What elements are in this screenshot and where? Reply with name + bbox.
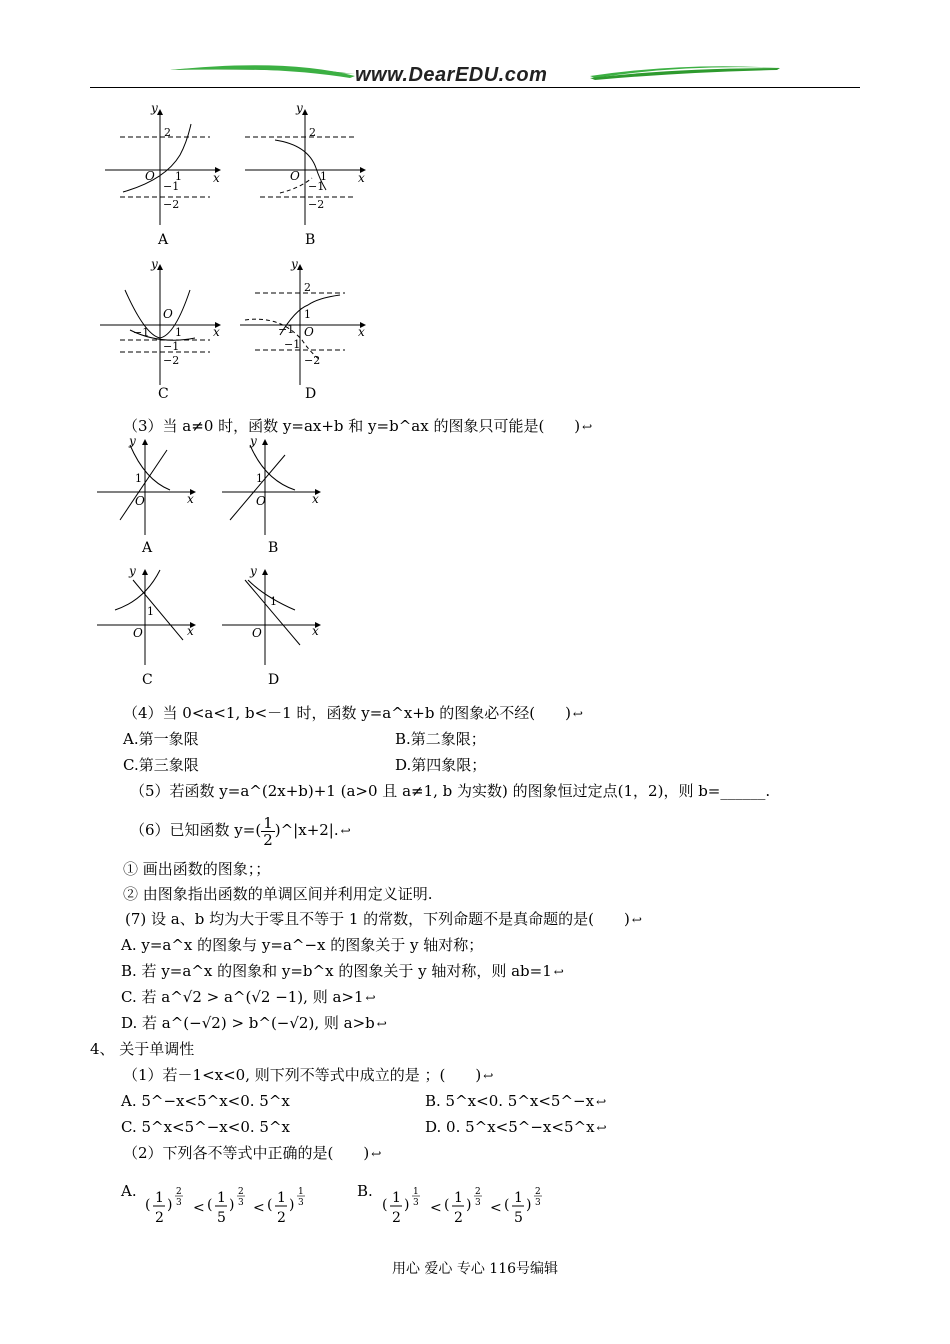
svg-text:(: (: [145, 1197, 151, 1213]
s4-q2-text: （2）下列各不等式中正确的是( ) ↩: [123, 1144, 382, 1162]
svg-text:x: x: [213, 325, 220, 339]
svg-text:1: 1: [217, 1190, 227, 1206]
q6-item-2: ② 由图象指出函数的单调区间并利用定义证明.: [123, 885, 433, 903]
s4-q2-option-b: B. ( 1 2 ) 1 3 < ( 1 2 ) 2 3 < ( 1 5 ) 2 3: [357, 1182, 548, 1232]
marker-icon: ↩: [483, 1069, 494, 1083]
svg-text:1: 1: [391, 1190, 401, 1206]
svg-text:−2: −2: [163, 354, 180, 367]
site-logo[interactable]: www.DearEDU.com: [355, 64, 548, 86]
svg-text:(: (: [443, 1197, 450, 1213]
s4-q2-option-a: A. ( 1 2 ) 2 3 < ( 1 5 ) 2 3 < ( 1 2 ) 1 3: [121, 1182, 311, 1232]
q7-option-b: B. 若 y=a^x 的图象和 y=b^x 的图象关于 y 轴对称，则 ab=1 ↩: [121, 962, 564, 980]
svg-text:3: 3: [534, 1198, 541, 1208]
graph-q3-b: [222, 435, 320, 535]
svg-text:(: (: [503, 1197, 510, 1213]
page-footer: 用心 爱心 专心 116号编辑: [391, 1261, 559, 1277]
svg-text:1: 1: [277, 1190, 287, 1206]
graph-label-a: A: [158, 232, 169, 248]
q6-item-1: ① 画出函数的图象；；: [123, 860, 271, 878]
q3-text: （3）当 a≠0 时，函数 y=ax+b 和 y=b^ax 的图象只可能是( ) ↩: [123, 417, 593, 435]
q4-text: （4）当 0<a<1, b<－1 时，函数 y=a^x+b 的图象必不经( ) ↩: [123, 704, 583, 722]
q6-text: （6）已知函数 y=( $\frac{1}{2}$ )^|x+2|. ↩: [130, 813, 351, 849]
svg-text:<: <: [193, 1200, 206, 1216]
svg-text:5: 5: [217, 1210, 227, 1226]
s4-q1-option-a: A. 5^−x<5^x<0. 5^x: [121, 1092, 290, 1110]
graph-label-b: B: [305, 232, 316, 248]
svg-text:x: x: [187, 624, 194, 638]
svg-text:−1: −1: [163, 180, 180, 193]
svg-text:): ): [229, 1197, 235, 1213]
svg-text:3: 3: [176, 1198, 183, 1208]
svg-text:): ): [167, 1197, 173, 1213]
s4-q1-option-d: D. 0. 5^x<5^−x<5^x ↩: [425, 1118, 607, 1136]
svg-text:y: y: [129, 564, 136, 578]
marker-icon: ↩: [631, 913, 642, 927]
svg-text:O: O: [133, 626, 143, 640]
svg-text:): ): [403, 1197, 410, 1213]
svg-text:−2: −2: [308, 198, 325, 211]
svg-text:2: 2: [304, 281, 311, 294]
svg-text:2: 2: [164, 126, 171, 139]
svg-text:x: x: [312, 624, 319, 638]
svg-text:1: 1: [412, 1187, 419, 1197]
svg-text:y: y: [129, 435, 136, 448]
q4-option-d: D.第四象限；: [395, 756, 487, 774]
svg-text:O: O: [256, 494, 266, 508]
svg-text:): ): [289, 1197, 295, 1213]
q3-label-c: C: [142, 672, 153, 688]
graph-top-d: [240, 257, 365, 385]
svg-text:y: y: [151, 257, 158, 271]
svg-text:3: 3: [298, 1198, 305, 1208]
svg-text:): ): [465, 1197, 472, 1213]
q5-text: （5）若函数 y=a^(2x+b)+1 (a>0 且 a≠1, b 为实数) 的图象恒过定点(1，2)，则 b=______.: [130, 782, 771, 800]
graph-top-a: [105, 101, 220, 225]
svg-text:O: O: [304, 325, 314, 339]
svg-text:O: O: [145, 169, 155, 183]
q7-option-c: C. 若 a^√2 > a^(√2 −1), 则 a>1 ↩: [121, 988, 376, 1006]
graph-q3-c: [97, 564, 195, 665]
marker-icon: ↩: [596, 1121, 607, 1135]
svg-text:2: 2: [309, 126, 316, 139]
marker-icon: ↩: [371, 1147, 382, 1161]
svg-text:−2: −2: [304, 354, 321, 367]
svg-text:3: 3: [474, 1198, 481, 1208]
svg-text:y: y: [296, 101, 303, 115]
q7-option-d: D. 若 a^(−√2) > b^(−√2), 则 a>b ↩: [121, 1014, 387, 1032]
marker-icon: ↩: [553, 965, 564, 979]
graphs-q3: [95, 435, 335, 695]
svg-text:5: 5: [513, 1210, 523, 1226]
svg-text:2: 2: [155, 1210, 165, 1226]
svg-text:2: 2: [453, 1210, 463, 1226]
svg-text:−1: −1: [133, 326, 150, 339]
svg-text:<: <: [253, 1200, 266, 1216]
svg-text:(: (: [207, 1197, 213, 1213]
svg-text:2: 2: [474, 1187, 481, 1197]
svg-text:1: 1: [147, 605, 154, 618]
graph-q3-d: [222, 564, 320, 665]
svg-text:1: 1: [256, 472, 263, 485]
marker-icon: ↩: [365, 991, 376, 1005]
svg-text:y: y: [250, 435, 257, 448]
marker-icon: ↩: [582, 420, 593, 434]
s4-q1-text: （1）若－1<x<0, 则下列不等式中成立的是 ；( ) ↩: [123, 1066, 494, 1084]
q6-fraction: $\frac{1}{2}$: [263, 813, 273, 849]
svg-text:−1: −1: [278, 323, 295, 336]
option-b-math: [378, 1182, 548, 1232]
svg-text:1: 1: [298, 1187, 305, 1197]
marker-icon: ↩: [596, 1095, 607, 1109]
graph-label-d: D: [305, 386, 317, 402]
svg-text:x: x: [187, 492, 194, 506]
svg-text:−1: −1: [163, 340, 180, 353]
svg-text:2: 2: [534, 1187, 541, 1197]
svg-text:x: x: [358, 171, 365, 185]
svg-text:O: O: [252, 626, 262, 640]
svg-text:2: 2: [238, 1187, 245, 1197]
svg-text:<: <: [489, 1200, 502, 1216]
section-4-title: 4、 关于单调性: [90, 1040, 195, 1058]
svg-text:2: 2: [176, 1187, 183, 1197]
q7-text: (7) 设 a、b 均为大于零且不等于 1 的常数，下列命题不是真命题的是( ) ↩: [125, 910, 642, 928]
svg-text:(: (: [267, 1197, 273, 1213]
q3-label-d: D: [268, 672, 280, 688]
marker-icon: ↩: [572, 707, 583, 721]
graph-label-c: C: [158, 386, 169, 402]
svg-text:x: x: [358, 325, 365, 339]
svg-text:3: 3: [238, 1198, 245, 1208]
svg-text:O: O: [163, 307, 173, 321]
svg-text:1: 1: [155, 1190, 165, 1206]
svg-text:1: 1: [320, 170, 327, 183]
svg-text:O: O: [290, 169, 300, 183]
svg-text:y: y: [250, 564, 257, 578]
svg-text:1: 1: [453, 1190, 463, 1206]
graph-top-c: [100, 257, 220, 385]
svg-text:1: 1: [135, 472, 142, 485]
header-rule: [90, 87, 860, 88]
svg-text:−1: −1: [308, 180, 325, 193]
graph-top-b: [245, 101, 365, 225]
svg-text:1: 1: [270, 595, 277, 608]
option-a-math: [141, 1182, 311, 1232]
s4-q1-option-b: B. 5^x<0. 5^x<5^−x ↩: [425, 1092, 607, 1110]
marker-icon: ↩: [376, 1017, 387, 1031]
svg-text:−1: −1: [284, 338, 301, 351]
svg-text:1: 1: [175, 170, 182, 183]
svg-text:<: <: [429, 1200, 442, 1216]
s4-q1-option-c: C. 5^x<5^−x<0. 5^x: [121, 1118, 290, 1136]
svg-text:y: y: [291, 257, 298, 271]
marker-icon: ↩: [340, 824, 351, 838]
graph-q3-a: [97, 435, 195, 535]
graphs-top: [95, 100, 385, 400]
svg-text:2: 2: [391, 1210, 401, 1226]
q3-label-a: A: [142, 540, 153, 556]
svg-text:3: 3: [412, 1198, 419, 1208]
svg-text:x: x: [213, 171, 220, 185]
q4-option-b: B.第二象限；: [395, 730, 486, 748]
q7-option-a: A. y=a^x 的图象与 y=a^−x 的图象关于 y 轴对称；: [121, 936, 484, 954]
svg-text:−2: −2: [163, 198, 180, 211]
svg-text:y: y: [151, 101, 158, 115]
svg-text:O: O: [135, 494, 145, 508]
q4-option-a: A.第一象限: [123, 730, 199, 748]
svg-text:1: 1: [513, 1190, 523, 1206]
svg-text:1: 1: [304, 308, 311, 321]
q4-option-c: C.第三象限: [123, 756, 199, 774]
q3-label-b: B: [268, 540, 279, 556]
svg-text:(: (: [381, 1197, 388, 1213]
svg-text:): ): [525, 1197, 532, 1213]
svg-text:1: 1: [175, 326, 182, 339]
svg-text:x: x: [312, 492, 319, 506]
svg-text:2: 2: [277, 1210, 287, 1226]
